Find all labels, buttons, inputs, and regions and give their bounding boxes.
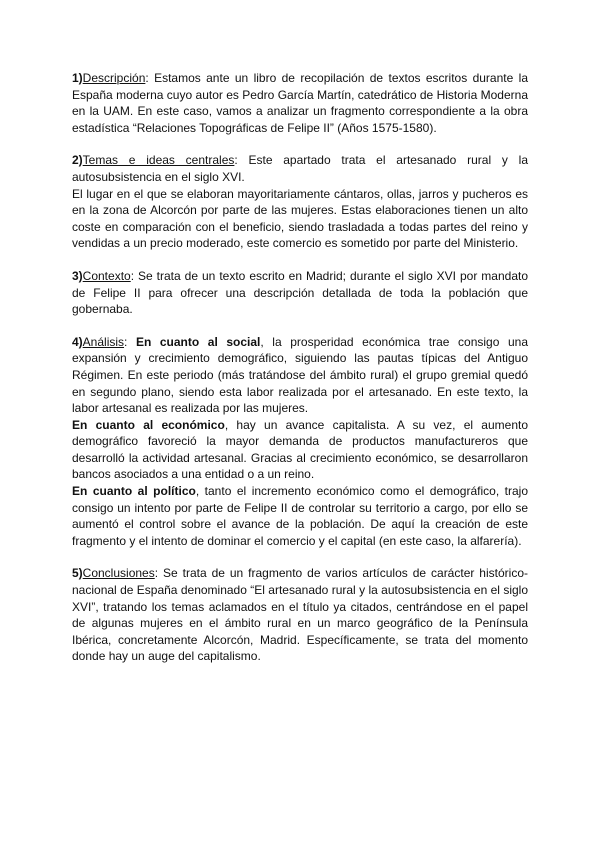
social-label: En cuanto al social — [135, 334, 261, 349]
section-text: : Este apartado trata el artesanado rural y la autosubsistencia en el siglo XVI. — [72, 153, 528, 184]
section-extra-paragraph: El lugar en el que se elaboran mayoritariamente cántaros, ollas, jarros y pucheros es en la zona de Alcorcón por parte de las mujeres. Estas elaboraciones tienen un alto coste en comparación con el beneficio, siendo trasladada a todas partes del reino y vendidas a un precio moderado, este comercio es sometido por parte del Ministerio. — [72, 186, 528, 251]
section-text: : Estamos ante un libro de recopilación de textos escritos durante la España moderna cuyo autor es Pedro García Martín, catedrático de Historia Moderna en la UAM. En este caso, vamos a analizar un fragmento correspondiente a la obra estadística “Relaciones Topográficas de Felipe II” (Años 1575-1580). — [72, 71, 528, 135]
section-paragraph-political — [72, 483, 528, 549]
section-heading: Descripción — [82, 71, 146, 85]
section-heading: Análisis — [82, 334, 125, 349]
section-heading: Conclusiones — [82, 566, 155, 581]
economic-label: En cuanto al económico — [72, 417, 225, 432]
section-separator: : — [124, 334, 136, 349]
section-paragraph — [72, 152, 528, 185]
section-analisis — [72, 334, 528, 550]
section-number: 4) — [72, 334, 83, 349]
economic-text: , hay un avance capitalista. A su vez, el aumento demográfico favoreció la mayor demanda de productos manufactureros que desarrolló la actividad artesanal. Gracias al crecimiento económico, se desarrollaron bancos asociados a una entidad o a un reino. — [72, 417, 528, 482]
section-paragraph-social — [72, 334, 528, 417]
political-label: En cuanto al político — [72, 484, 196, 499]
section-number: 5) — [72, 566, 83, 581]
section-text: : Se trata de un fragmento de varios artículos de carácter histórico-nacional de España denominado “El artesanado rural y la autosubsistencia en el siglo XVI”, tratando los temas aclamados en el título ya citados, centrándose en el papel de algunas mujeres en el ámbito rural en un marco geográfico de la Península Ibérica, concretamente Alcorcón, Madrid. Específicamente, se trata del momento donde hay un auge del capitalismo. — [72, 566, 528, 664]
section-conclusiones — [72, 565, 528, 665]
document-page — [72, 70, 528, 681]
social-text: , la prosperidad económica trae consigo una expansión y crecimiento demográfico, siguiendo las pautas típicas del Antiguo Régimen. En este periodo (más tratándose del ámbito rural) el grupo gremial quedó en segundo plano, siendo esta labor realizada por el artesanado. En este texto, la labor artesanal es realizada por las mujeres. — [72, 334, 528, 416]
section-heading: Temas e ideas centrales — [82, 153, 235, 168]
section-temas — [72, 152, 528, 252]
section-number: 2) — [72, 153, 83, 168]
section-descripcion — [72, 70, 528, 136]
section-paragraph — [72, 565, 528, 665]
section-text: : Se trata de un texto escrito en Madrid; durante el siglo XVI por mandato de Felipe II para ofrecer una descripción detallada de toda la población que gobernaba. — [72, 268, 528, 317]
section-contexto — [72, 268, 528, 318]
section-paragraph — [72, 70, 528, 136]
section-paragraph — [72, 268, 528, 318]
section-paragraph-economic — [72, 417, 528, 483]
section-number: 3) — [72, 268, 83, 283]
political-text: , tanto el incremento económico como el demográfico, trajo consigo un intento por parte de Felipe II de controlar su territorio a cargo, por ello se aumentó el control sobre el avance de la población. De aquí la creación de este fragmento y el intento de dominar el comercio y el capital (en este caso, la alfarería). — [72, 484, 528, 548]
section-heading: Contexto — [82, 268, 131, 283]
section-number: 1) — [72, 71, 83, 85]
